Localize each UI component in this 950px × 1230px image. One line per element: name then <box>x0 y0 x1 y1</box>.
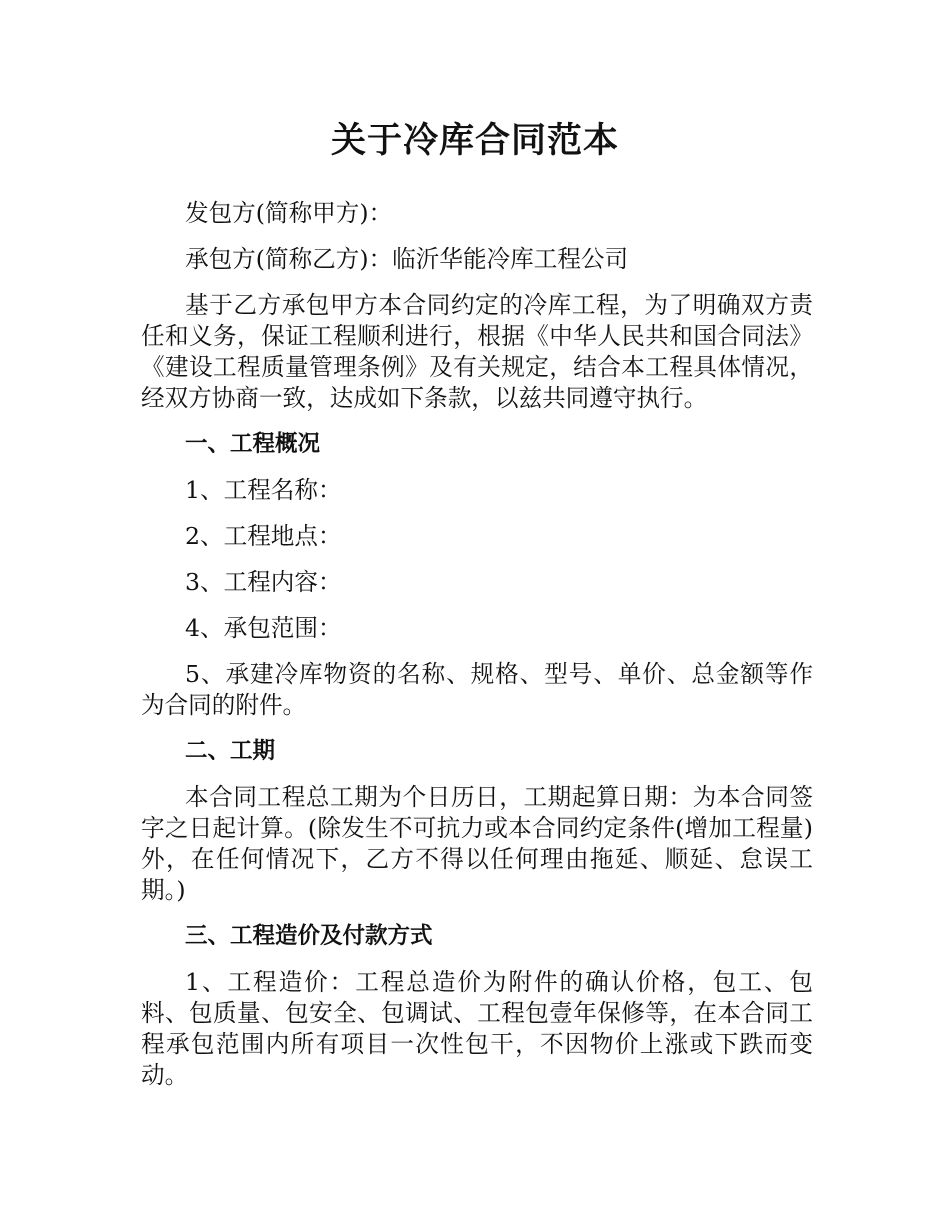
section-heading-overview: 一、工程概况 <box>185 431 321 457</box>
overview-item-materials: 5、承建冷库物资的名称、规格、型号、单价、总金额等作为合同的附件。 <box>141 660 813 719</box>
schedule-paragraph: 本合同工程总工期为个日历日，工期起算日期：为本合同签字之日起计算。(除发生不可抗力或本合同约定条件(增加工程量)外，在任何情况下，乙方不得以任何理由拖延、顺延、怠误工期。) <box>141 783 813 904</box>
section-heading-schedule: 二、工期 <box>185 738 276 764</box>
document-body <box>141 198 813 1106</box>
overview-item-name: 1、工程名称： <box>185 476 342 504</box>
cost-paragraph: 1、工程造价：工程总造价为附件的确认价格，包工、包料、包质量、包安全、包调试、工程包壹年保修等，在本合同工程承包范围内所有项目一次性包干，不因物价上涨或下跌而变动。 <box>141 968 813 1089</box>
overview-item-location: 2、工程地点： <box>185 522 342 550</box>
overview-item-content: 3、工程内容： <box>185 568 342 596</box>
party-b-line: 承包方(简称乙方)：临沂华能冷库工程公司 <box>185 245 629 273</box>
document-title: 关于冷库合同范本 <box>330 121 619 161</box>
overview-item-scope: 4、承包范围： <box>185 614 342 642</box>
section-heading-cost: 三、工程造价及付款方式 <box>185 923 433 949</box>
party-a-line: 发包方(简称甲方)： <box>185 199 393 227</box>
preamble-paragraph: 基于乙方承包甲方本合同约定的冷库工程，为了明确双方责任和义务，保证工程顺利进行，根据《中华人民共和国合同法》《建设工程质量管理条例》及有关规定，结合本工程具体情况，经双方协商一致，达成如下条款，以兹共同遵守执行。 <box>141 291 813 412</box>
